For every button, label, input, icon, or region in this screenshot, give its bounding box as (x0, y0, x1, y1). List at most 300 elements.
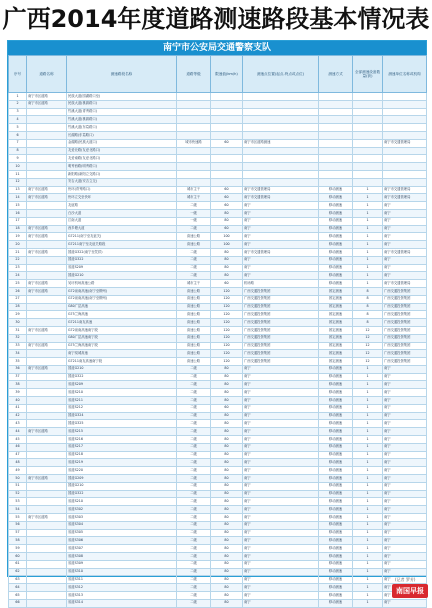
table-cell (383, 178, 427, 186)
table-cell (383, 116, 427, 124)
table-row (9, 139, 427, 147)
table-cell: 移动测速 (319, 272, 353, 280)
table-cell: 120 (211, 311, 243, 319)
table-cell: 南宁 (243, 599, 319, 607)
table-cell: 28 (9, 303, 27, 311)
table-cell (27, 124, 67, 132)
table-cell: 二级 (177, 537, 211, 545)
table-cell: 南宁 (243, 584, 319, 592)
table-cell: 80 (211, 428, 243, 436)
table-cell: 12 (353, 334, 383, 342)
table-cell: 南宁市区道路测速 (243, 139, 319, 147)
table-cell (243, 155, 319, 163)
table-cell: 1 (353, 592, 383, 600)
table-cell: 80 (211, 521, 243, 529)
table-row (9, 553, 427, 561)
table-cell: 金湖路(民族大道口) (67, 139, 177, 147)
table-cell (27, 553, 67, 561)
table-cell: 南宁市区道路 (27, 194, 67, 202)
table-cell: 8 (9, 147, 27, 155)
table-row (9, 428, 427, 436)
table-cell: 53 (9, 498, 27, 506)
table-cell (383, 108, 427, 116)
table-cell: 56 (9, 521, 27, 529)
table-cell: 省道S311 (67, 576, 177, 584)
table-cell (27, 490, 67, 498)
table-cell: 竹溪大道(青秀路口) (67, 108, 177, 116)
table-cell (27, 389, 67, 397)
table-row (9, 490, 427, 498)
table-cell: 26 (9, 287, 27, 295)
table-cell (319, 108, 353, 116)
table-row (9, 170, 427, 178)
table-cell: 南宁 (243, 443, 319, 451)
table-cell: 固定测速 (319, 326, 353, 334)
table-cell: 34 (9, 350, 27, 358)
table-cell: 南宁 (243, 264, 319, 272)
table-cell: 二级 (177, 560, 211, 568)
table-cell: 国道G322 (67, 373, 177, 381)
table-cell: 二级 (177, 428, 211, 436)
table-row (9, 521, 427, 529)
table-cell: 1 (353, 202, 383, 210)
table-cell: 4 (9, 116, 27, 124)
table-cell: 国道G322 (67, 490, 177, 498)
table-cell: 竹溪大道(东葛路口) (67, 124, 177, 132)
table-cell: 南宁 (243, 568, 319, 576)
table-cell: 省道S306 (67, 537, 177, 545)
table-cell: 南宁市区道路 (27, 233, 67, 241)
table-cell: 移动测速 (319, 545, 353, 553)
table-cell: 南宁绕城高速 (67, 350, 177, 358)
table-cell (383, 155, 427, 163)
table-cell: 国道G322(南宁至凭祥) (67, 248, 177, 256)
table-cell: 机场路 (243, 280, 319, 288)
table-cell (211, 170, 243, 178)
table-cell: 城市快速路 (177, 139, 211, 147)
table-cell: 120 (211, 350, 243, 358)
column-header: 测速点位置(起点-终点或点位) (243, 56, 319, 93)
table-cell: 固定测速 (319, 334, 353, 342)
table-cell: G75兰海高速南宁段 (67, 342, 177, 350)
column-header: 全部测速设备数量(套) (353, 56, 383, 93)
table-cell: 80 (211, 467, 243, 475)
table-cell: 二级 (177, 264, 211, 272)
table-cell (27, 108, 67, 116)
table-cell: 80 (211, 475, 243, 483)
table-cell (27, 358, 67, 366)
table-cell: 80 (211, 420, 243, 428)
table-cell (27, 568, 67, 576)
table-cell: 南宁市交通管理局 (383, 139, 427, 147)
table-cell (27, 241, 67, 249)
table-cell: 3 (9, 108, 27, 116)
table-cell: 80 (211, 365, 243, 373)
table-cell: 广西交通投资集团 (383, 358, 427, 366)
table-cell (27, 584, 67, 592)
table-row (9, 420, 427, 428)
table-cell (211, 100, 243, 108)
table-cell: 一级 (177, 217, 211, 225)
table-row (9, 287, 427, 295)
table-cell: 省道S217 (67, 443, 177, 451)
table-cell: 省道S212 (67, 404, 177, 412)
table-cell: 省道S302 (67, 506, 177, 514)
table-cell: 移动测速 (319, 592, 353, 600)
table-cell: 移动测速 (319, 248, 353, 256)
table-row (9, 365, 427, 373)
table-cell: 移动测速 (319, 202, 353, 210)
table-cell: 省道S305 (67, 529, 177, 537)
table-cell: 广西交通投资集团 (383, 319, 427, 327)
table-cell: 1 (353, 264, 383, 272)
table-row (9, 209, 427, 217)
table-cell (27, 209, 67, 217)
table-cell: 1 (353, 209, 383, 217)
table-cell: 南宁 (243, 436, 319, 444)
table-cell: 南宁 (383, 412, 427, 420)
table-cell: 1 (353, 537, 383, 545)
table-cell: 60 (211, 194, 243, 202)
table-cell (353, 131, 383, 139)
table-cell (319, 139, 353, 147)
table-cell: 南宁市区道路 (27, 342, 67, 350)
table-cell: 南宁 (383, 482, 427, 490)
table-cell: 1 (353, 521, 383, 529)
table-cell: 高速公路 (177, 342, 211, 350)
table-cell: 高速公路 (177, 358, 211, 366)
table-cell: 南宁市交通管理局 (383, 248, 427, 256)
table-cell: 16 (9, 209, 27, 217)
table-cell: 1 (353, 194, 383, 202)
table-cell: 23 (9, 264, 27, 272)
table-cell: 南宁市交通管理局 (383, 280, 427, 288)
table-cell: 1 (353, 217, 383, 225)
table-cell: 南宁市区道路 (27, 514, 67, 522)
table-cell: 南宁 (243, 490, 319, 498)
table-cell: 广西交通投资集团 (383, 311, 427, 319)
table-cell: 南宁 (243, 209, 319, 217)
table-cell: 80 (211, 482, 243, 490)
table-cell: 民族大道(园湖路口至) (67, 93, 177, 101)
table-cell: 南宁 (383, 459, 427, 467)
table-cell: 1 (353, 506, 383, 514)
table-cell: 南宁市区道路 (27, 428, 67, 436)
table-row (9, 163, 427, 171)
column-header: 测速方式 (319, 56, 353, 93)
table-cell (319, 163, 353, 171)
table-cell: 广西交通投资集团 (383, 342, 427, 350)
table-cell: 安吉大道(安吉立交) (67, 178, 177, 186)
table-cell: 42 (9, 412, 27, 420)
table-row (9, 436, 427, 444)
table-cell: 80 (211, 498, 243, 506)
table-cell: 南宁 (243, 365, 319, 373)
table-cell (243, 100, 319, 108)
table-row (9, 334, 427, 342)
table-cell: 南宁市区道路 (27, 100, 67, 108)
table-row (9, 545, 427, 553)
table-cell: 南宁 (383, 420, 427, 428)
table-cell: 7 (9, 139, 27, 147)
table-cell: 二级 (177, 482, 211, 490)
table-cell (243, 170, 319, 178)
table-cell: 57 (9, 529, 27, 537)
table-cell (211, 178, 243, 186)
table-cell: 国道G324 (67, 412, 177, 420)
table-cell: 移动测速 (319, 443, 353, 451)
table-cell: 38 (9, 381, 27, 389)
table-cell: 南宁 (243, 521, 319, 529)
table-cell: 固定测速 (319, 303, 353, 311)
table-cell: 二级 (177, 529, 211, 537)
table-cell: 南宁 (383, 576, 427, 584)
table-cell (211, 108, 243, 116)
table-cell: 80 (211, 576, 243, 584)
table-row (9, 202, 427, 210)
table-row (9, 592, 427, 600)
table-cell (243, 124, 319, 132)
table-cell: 24 (9, 272, 27, 280)
table-cell: 南宁 (383, 381, 427, 389)
table-cell: 南宁 (383, 599, 427, 607)
table-cell: 17 (9, 217, 27, 225)
table-row (9, 529, 427, 537)
table-cell (243, 108, 319, 116)
table-cell: G7211(南宁至友谊关) (67, 233, 177, 241)
table-cell: 11 (9, 170, 27, 178)
table-cell: 66 (9, 599, 27, 607)
table-cell: 南宁 (243, 498, 319, 506)
table-cell: 一级 (177, 209, 211, 217)
table-row (9, 498, 427, 506)
table-cell: 8 (353, 287, 383, 295)
table-row (9, 295, 427, 303)
table-cell (383, 131, 427, 139)
table-cell: 51 (9, 482, 27, 490)
table-row (9, 233, 427, 241)
table-cell: 12 (353, 350, 383, 358)
table-cell: 城市主干 (177, 194, 211, 202)
table-row (9, 100, 427, 108)
table-cell (27, 163, 67, 171)
table-cell: G7211南友高速 (67, 319, 177, 327)
table-cell: 高速公路 (177, 326, 211, 334)
table-cell: 移动测速 (319, 498, 353, 506)
table-cell: 江南大道 (67, 217, 177, 225)
table-cell: 南宁市区道路 (27, 326, 67, 334)
table-cell: 22 (9, 256, 27, 264)
table-cell: 80 (211, 592, 243, 600)
table-cell (27, 170, 67, 178)
table-row (9, 225, 427, 233)
table-cell: 省道S218 (67, 451, 177, 459)
table-cell: 80 (211, 529, 243, 537)
table-cell: 48 (9, 459, 27, 467)
table-cell: 南宁 (243, 225, 319, 233)
table-cell: 80 (211, 209, 243, 217)
table-cell: 二级 (177, 521, 211, 529)
table-cell: 南宁 (383, 256, 427, 264)
table-cell (27, 373, 67, 381)
table-cell (27, 443, 67, 451)
table-cell: 国道G209 (67, 475, 177, 483)
table-cell: 移动测速 (319, 514, 353, 522)
table-cell: 二级 (177, 436, 211, 444)
table-cell: 省道S307 (67, 545, 177, 553)
table-cell: 移动测速 (319, 186, 353, 194)
table-row (9, 248, 427, 256)
table-cell (27, 397, 67, 405)
table-cell: 国道G210 (67, 272, 177, 280)
table-cell: 41 (9, 404, 27, 412)
table-cell: 南宁 (243, 428, 319, 436)
table-cell: 南宁 (243, 514, 319, 522)
table-row (9, 178, 427, 186)
table-cell: 南宁 (383, 365, 427, 373)
table-cell: 固定测速 (319, 311, 353, 319)
table-cell: 南宁市交通管理局 (243, 186, 319, 194)
table-cell (243, 131, 319, 139)
table-cell: 1 (353, 381, 383, 389)
table-cell: 南宁 (383, 404, 427, 412)
table-cell: 12 (9, 178, 27, 186)
table-cell: 广西交通投资集团 (243, 358, 319, 366)
table-cell: 广西交通投资集团 (243, 326, 319, 334)
table-cell: 南宁 (383, 389, 427, 397)
table-cell: 80 (211, 537, 243, 545)
table-cell: 二级 (177, 490, 211, 498)
table-cell: 广西交通投资集团 (383, 295, 427, 303)
table-cell: 39 (9, 389, 27, 397)
table-cell: 120 (211, 287, 243, 295)
table-cell: 80 (211, 436, 243, 444)
table-cell: 1 (353, 560, 383, 568)
table-cell: 固定测速 (319, 342, 353, 350)
column-header: 限速值(km/h) (211, 56, 243, 93)
table-cell: 南宁市区道路 (27, 248, 67, 256)
table-cell (353, 178, 383, 186)
table-cell: 1 (353, 225, 383, 233)
table-cell: 南宁 (383, 521, 427, 529)
table-cell: 南宁 (383, 537, 427, 545)
table-cell: 南宁 (383, 514, 427, 522)
table-cell: 43 (9, 420, 27, 428)
table-cell: 西乡塘大道 (67, 225, 177, 233)
table-cell: 移动测速 (319, 256, 353, 264)
table-cell: 80 (211, 599, 243, 607)
table-cell: 移动测速 (319, 529, 353, 537)
table-cell: 80 (211, 459, 243, 467)
table-cell: 南宁 (383, 443, 427, 451)
table-row (9, 443, 427, 451)
table-cell: 1 (353, 443, 383, 451)
table-cell: 高速公路 (177, 319, 211, 327)
table-cell: 移动测速 (319, 568, 353, 576)
table-row (9, 272, 427, 280)
table-cell: 广西交通投资集团 (383, 326, 427, 334)
table-cell: 移动测速 (319, 280, 353, 288)
table-cell: 移动测速 (319, 373, 353, 381)
table-cell (27, 334, 67, 342)
table-cell: 移动测速 (319, 381, 353, 389)
table-cell: 广西交通投资集团 (243, 342, 319, 350)
table-cell (383, 93, 427, 101)
table-cell (211, 131, 243, 139)
table-cell (27, 303, 67, 311)
table-cell: 12 (353, 358, 383, 366)
table-cell (319, 155, 353, 163)
table-cell: 1 (353, 490, 383, 498)
table-cell: 南宁市区道路 (27, 280, 67, 288)
table-cell: 61 (9, 560, 27, 568)
table-cell: 南宁 (383, 225, 427, 233)
table-cell: 80 (211, 584, 243, 592)
table-cell: 1 (353, 482, 383, 490)
table-cell: 南宁 (243, 482, 319, 490)
table-cell: 长湖路(东葛路口) (67, 131, 177, 139)
table-cell: 移动测速 (319, 404, 353, 412)
table-cell: 国道G322 (67, 256, 177, 264)
table-cell: 31 (9, 326, 27, 334)
table-cell: 南宁市区道路 (27, 287, 67, 295)
table-cell: 二级 (177, 592, 211, 600)
table-cell (243, 93, 319, 101)
table-cell: 省道S314 (67, 599, 177, 607)
table-row (9, 241, 427, 249)
table-cell (383, 100, 427, 108)
table-cell: 高速公路 (177, 303, 211, 311)
table-cell (27, 467, 67, 475)
table-cell: 40 (9, 397, 27, 405)
table-cell: 高速公路 (177, 295, 211, 303)
table-cell: 固定测速 (319, 319, 353, 327)
table-cell: 50 (9, 475, 27, 483)
table-cell: 45 (9, 436, 27, 444)
table-cell: 固定测速 (319, 287, 353, 295)
table-cell: 移动测速 (319, 264, 353, 272)
table-cell: 南宁 (383, 568, 427, 576)
table-cell: 1 (353, 514, 383, 522)
table-row (9, 108, 427, 116)
table-cell: 21 (9, 248, 27, 256)
table-cell: 二级 (177, 412, 211, 420)
table-cell: 南宁 (383, 428, 427, 436)
table-cell (211, 93, 243, 101)
table-cell (27, 412, 67, 420)
table-row (9, 381, 427, 389)
table-row (9, 560, 427, 568)
table-cell: 80 (211, 451, 243, 459)
table-cell: 27 (9, 295, 27, 303)
table-row (9, 397, 427, 405)
table-cell (243, 116, 319, 124)
table-cell: 南宁 (383, 498, 427, 506)
table-cell: 高速公路 (177, 287, 211, 295)
table-cell: 80 (211, 397, 243, 405)
table-cell (27, 264, 67, 272)
table-cell (27, 217, 67, 225)
table-row (9, 568, 427, 576)
table-cell: 省道S210 (67, 498, 177, 506)
table-cell: 58 (9, 537, 27, 545)
table-cell: 80 (211, 389, 243, 397)
table-cell: 80 (211, 514, 243, 522)
table-cell: 移动测速 (319, 209, 353, 217)
table-cell: 80 (211, 560, 243, 568)
table-cell: 60 (211, 139, 243, 147)
table-cell (27, 482, 67, 490)
